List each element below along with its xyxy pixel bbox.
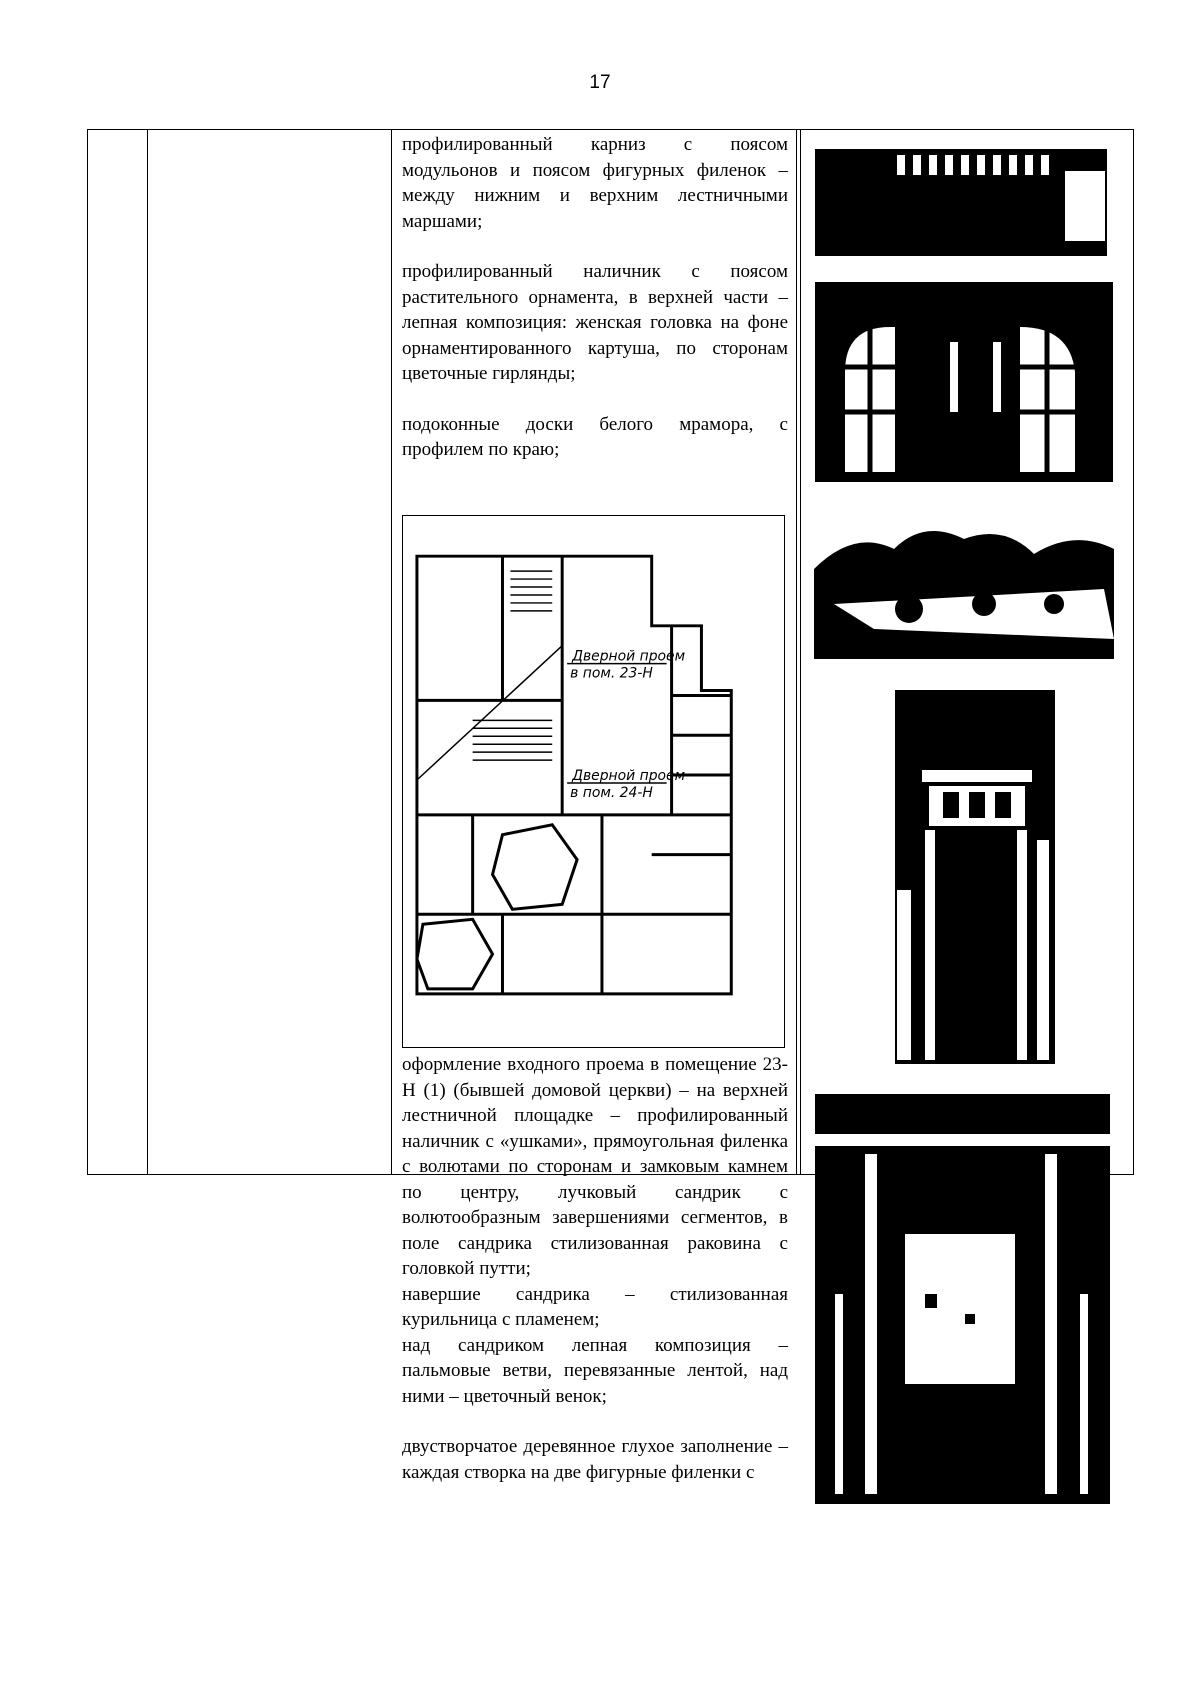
column-divider-2 — [391, 130, 392, 1174]
paragraph-stucco: над сандриком лепная композиция – пальмовые ветви, перевязанные лентой, над ними – цветочный венок; — [402, 1334, 788, 1407]
column-divider-3 — [796, 130, 797, 1174]
paragraph-crest: навершие сандрика – стилизованная курильница с пламенем; — [402, 1283, 788, 1330]
plan-label-door-1: Дверной проем — [572, 648, 686, 665]
paragraph-cornice: профилированный карниз с поясом модульонов и поясом фигурных филенок – между нижним и верхним лестничными маршами; — [402, 134, 788, 232]
photo-cornice — [815, 131, 1107, 256]
paragraph-entrance: оформление входного проема в помещение 23-Н (1) (бывшей домовой церкви) – на верхней лестничной площадке – профилированный наличник с «ушками», прямоугольная филенка с волютами по сторонам и замковым камнем по центру, лучковый сандрик с волютообразным завершениями сегментов, в поле сандрика стилизованная раковина с головкой путти; — [402, 1054, 788, 1279]
photo-entrance-doorway — [877, 690, 1055, 1064]
paragraph-architrave: профилированный наличник с поясом растительного орнамента, в верхней части – лепная композиция: женская головка на фоне орнаментированного картуша, по сторонам цветочные гирлянды; — [402, 261, 788, 384]
photo-sill — [814, 509, 1114, 659]
description-column-lower — [402, 1052, 788, 1485]
paragraph-windowsill: подоконные доски белого мрамора, с профилем по краю; — [402, 413, 788, 460]
floor-plan — [402, 515, 785, 1048]
page-number: 17 — [589, 72, 611, 93]
plan-label-door-2: Дверной проем — [572, 768, 686, 785]
photo-door-detail — [815, 1094, 1110, 1504]
photo-windows — [815, 282, 1113, 482]
column-divider-1 — [147, 130, 148, 1174]
paragraph-door-leaf: двустворчатое деревянное глухое заполнение – каждая створка на две фигурные филенки с — [402, 1436, 788, 1483]
description-column — [402, 132, 788, 463]
plan-label-room-23: в пом. 23-Н — [570, 665, 653, 682]
column-divider-4 — [800, 130, 801, 1174]
floor-plan-drawing — [403, 516, 784, 1047]
plan-label-room-24: в пом. 24-Н — [570, 784, 653, 801]
